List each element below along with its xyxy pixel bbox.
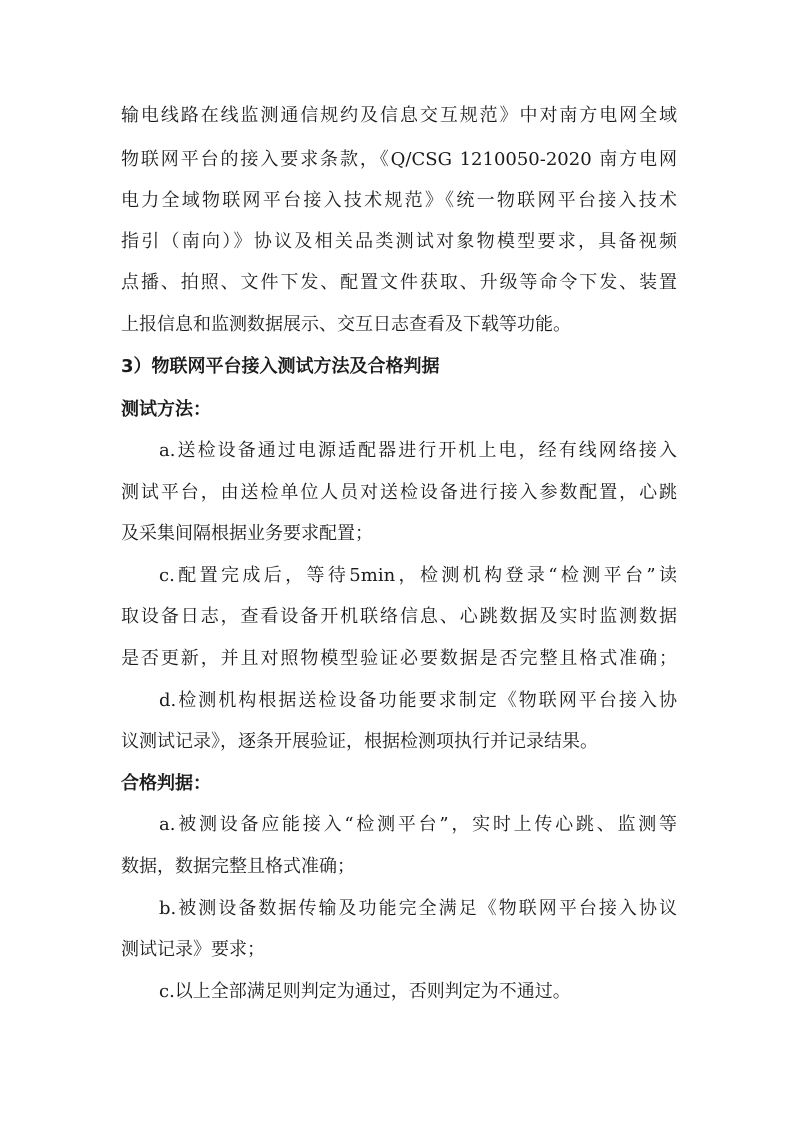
test-method-c-line-1: c.配置完成后，等待5min，检测机构登录“检测平台”读: [159, 565, 677, 586]
criteria-c-line-1: c.以上全部满足则判定为通过，否则判定为不通过。: [159, 981, 571, 1002]
criteria-a-line-2: 数据，数据完整且格式准确；: [121, 856, 355, 877]
test-method-a-line-1: a.送检设备通过电源适配器进行开机上电，经有线网络接入: [159, 440, 677, 461]
test-method-d-line-1: d.检测机构根据送检设备功能要求制定《物联网平台接入协: [159, 690, 677, 711]
criteria-a-line-1: a.被测设备应能接入“检测平台”，实时上传心跳、监测等: [159, 814, 677, 835]
criteria-b-line-2: 测试记录》要求；: [121, 939, 265, 960]
criteria-label: 合格判据：: [121, 773, 211, 794]
para1-line-1: 输电线路在线监测通信规约及信息交互规范》中对南方电网全域: [121, 105, 677, 126]
test-method-label: 测试方法：: [121, 399, 211, 420]
para1-line-4: 指引（南向）》协议及相关品类测试对象物模型要求，具备视频: [121, 231, 677, 252]
test-method-c-line-2: 取设备日志，查看设备开机联络信息、心跳数据及实时监测数据: [121, 606, 677, 627]
para1-line-6: 上报信息和监测数据展示、交互日志查看及下载等功能。: [121, 314, 571, 335]
test-method-c-line-3: 是否更新，并且对照物模型验证必要数据是否完整且格式准确；: [121, 648, 677, 669]
test-method-a-line-3: 及采集间隔根据业务要求配置；: [121, 523, 373, 544]
criteria-b-line-1: b.被测设备数据传输及功能完全满足《物联网平台接入协议: [159, 898, 677, 919]
para1-line-5: 点播、拍照、文件下发、配置文件获取、升级等命令下发、装置: [121, 272, 677, 293]
para1-line-2: 物联网平台的接入要求条款，《Q/CSG 1210050-2020 南方电网: [121, 149, 677, 170]
section-heading: 3）物联网平台接入测试方法及合格判据: [121, 356, 440, 377]
test-method-d-line-2: 议测试记录》，逐条开展验证，根据检测项执行并记录结果。: [121, 731, 598, 752]
para1-line-3: 电力全域物联网平台接入技术规范》《统一物联网平台接入技术: [121, 190, 677, 211]
test-method-a-line-2: 测试平台，由送检单位人员对送检设备进行接入参数配置，心跳: [121, 482, 677, 503]
